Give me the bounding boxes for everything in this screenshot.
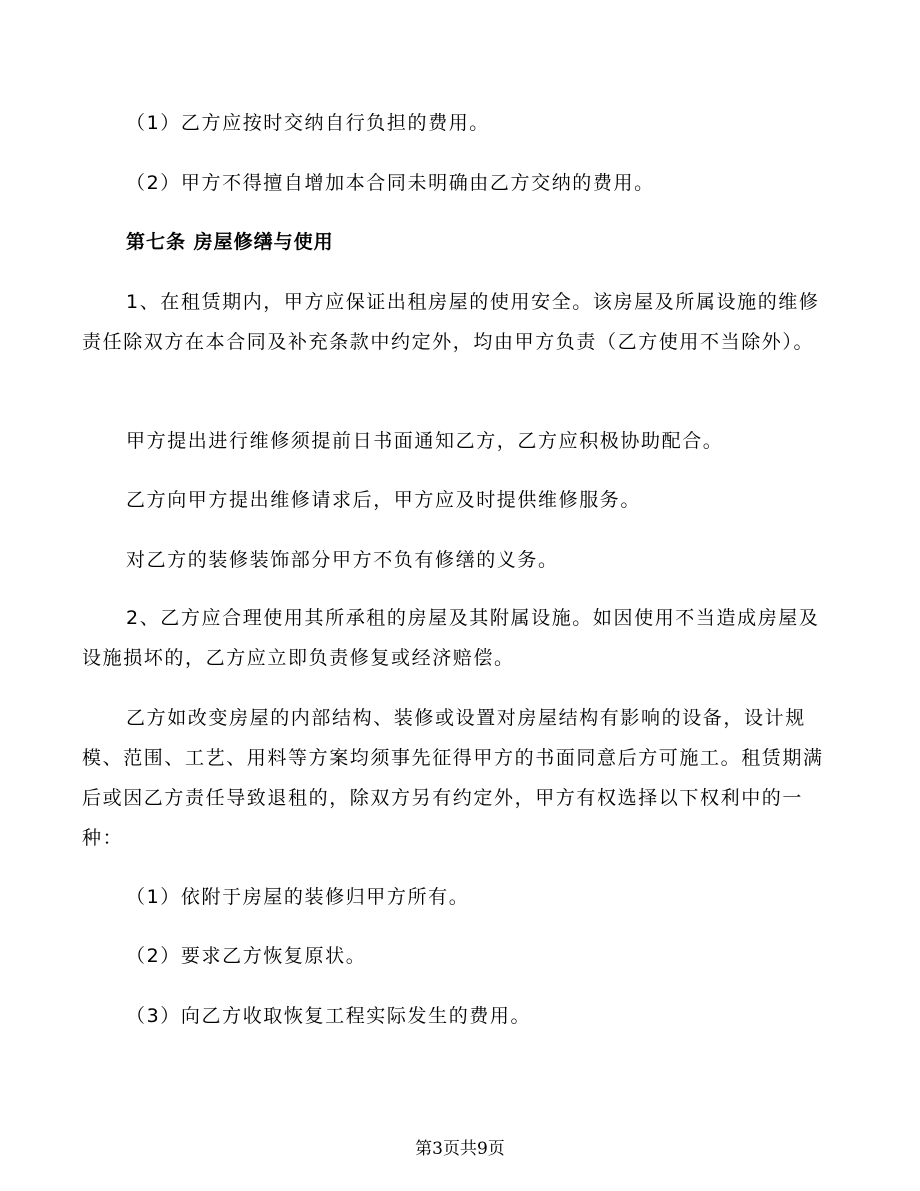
paragraph-2: （2）甲方不得擅自增加本合同未明确由乙方交纳的费用。 [126, 172, 655, 194]
paragraph-11: （3）向乙方收取恢复工程实际发生的费用。 [126, 1005, 532, 1027]
paragraph-1: （1）乙方应按时交纳自行负担的费用。 [126, 112, 490, 134]
paragraph-9: （1）依附于房屋的装修归甲方所有。 [126, 886, 470, 908]
paragraph-8: 乙方如改变房屋的内部结构、装修或设置对房屋结构有影响的设备，设计规模、范围、工艺、用料等方案均须事先征得甲方的书面同意后方可施工。租赁期满后或因乙方责任导致退租的，除双方另有约定外，甲方有权选择以下权利中的一种： [82, 707, 824, 849]
paragraph-3: 1、在租赁期内，甲方应保证出租房屋的使用安全。该房屋及所属设施的维修责任除双方在本合同及补充条款中约定外，均由甲方负责（乙方使用不当除外）。 [82, 291, 820, 353]
paragraph-5: 乙方向甲方提出维修请求后，甲方应及时提供维修服务。 [126, 489, 642, 511]
paragraph-6: 对乙方的装修装饰部分甲方不负有修缮的义务。 [126, 549, 559, 571]
section-heading: 第七条 房屋修缮与使用 [126, 231, 334, 253]
paragraph-10: （2）要求乙方恢复原状。 [126, 945, 367, 967]
paragraph-4: 甲方提出进行维修须提前日书面通知乙方，乙方应积极协助配合。 [126, 430, 724, 452]
page-number-footer: 第3页共9页 [415, 1139, 505, 1159]
paragraph-7: 2、乙方应合理使用其所承租的房屋及其附属设施。如因使用不当造成房屋及设施损坏的，乙方应立即负责修复或经济赔偿。 [82, 607, 820, 669]
